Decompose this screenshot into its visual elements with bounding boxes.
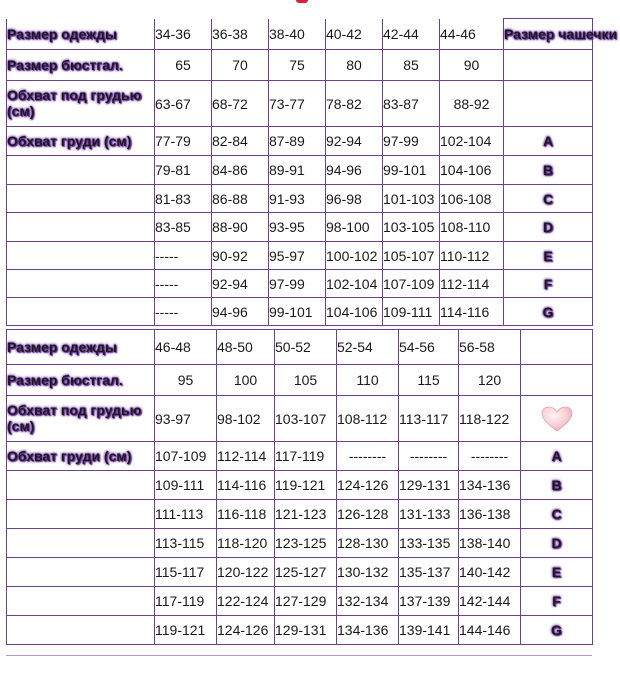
underbust-cell: 88-92 — [440, 81, 504, 127]
bust-cell: 90-92 — [212, 242, 269, 270]
bust-row-g — [7, 616, 593, 645]
bust-cell: 93-95 — [269, 213, 326, 242]
empty-cell — [521, 365, 593, 396]
cup-letter: F — [521, 587, 593, 616]
bust-cell: 131-133 — [399, 500, 459, 529]
bust-label: Обхват груди (см) — [7, 127, 155, 156]
bust-cell: 129-131 — [275, 616, 337, 645]
cup-letter: G — [521, 616, 593, 645]
empty-cell — [521, 330, 593, 365]
bust-row-a — [7, 127, 593, 156]
bust-cell: 88-90 — [212, 213, 269, 242]
bust-cell: 97-99 — [383, 127, 440, 156]
clothing-size-cell: 36-38 — [212, 19, 269, 50]
bust-label: Обхват груди (см) — [7, 442, 155, 471]
bust-cell: -------- — [399, 442, 459, 471]
underbust-cell: 63-67 — [155, 81, 212, 127]
bra-size-row — [7, 50, 593, 81]
bust-cell: 89-91 — [269, 156, 326, 185]
cup-size-header: Размер чашечки — [504, 19, 593, 50]
clothing-size-cell: 48-50 — [217, 330, 275, 365]
empty-label-cell — [7, 242, 155, 270]
bust-cell: 144-146 — [459, 616, 521, 645]
clothing-size-cell: 50-52 — [275, 330, 337, 365]
bust-row-c — [7, 500, 593, 529]
clothing-size-cell: 54-56 — [399, 330, 459, 365]
bust-cell: 119-121 — [155, 616, 217, 645]
bust-cell: 95-97 — [269, 242, 326, 270]
bust-cell: ----- — [155, 270, 212, 298]
bust-cell: 111-113 — [155, 500, 217, 529]
bra-size-cell: 115 — [399, 365, 459, 396]
bust-cell: 126-128 — [337, 500, 399, 529]
bust-cell: 119-121 — [275, 471, 337, 500]
clothing-size-cell: 44-46 — [440, 19, 504, 50]
bust-row-c — [7, 185, 593, 213]
underbust-cell: 93-97 — [155, 396, 217, 442]
bust-cell: 92-94 — [212, 270, 269, 298]
bust-row-b — [7, 156, 593, 185]
empty-label-cell — [7, 529, 155, 558]
cup-letter: E — [504, 242, 593, 270]
empty-label-cell — [7, 616, 155, 645]
bust-cell: 127-129 — [275, 587, 337, 616]
clothing-size-row — [7, 330, 593, 365]
empty-label-cell — [7, 587, 155, 616]
clothing-size-label: Размер одежды — [7, 19, 155, 50]
empty-label-cell — [7, 298, 155, 326]
underbust-cell: 113-117 — [399, 396, 459, 442]
bust-cell: 82-84 — [212, 127, 269, 156]
bust-cell: 125-127 — [275, 558, 337, 587]
bust-cell: 130-132 — [337, 558, 399, 587]
clothing-size-cell: 46-48 — [155, 330, 217, 365]
clothing-size-cell: 56-58 — [459, 330, 521, 365]
bust-cell: 103-105 — [383, 213, 440, 242]
bust-cell: 114-116 — [217, 471, 275, 500]
bust-cell: 112-114 — [440, 270, 504, 298]
underbust-cell: 83-87 — [383, 81, 440, 127]
underbust-cell: 73-77 — [269, 81, 326, 127]
bust-cell: ----- — [155, 298, 212, 326]
cup-letter: E — [521, 558, 593, 587]
empty-cell — [504, 50, 593, 81]
bust-cell: 116-118 — [217, 500, 275, 529]
bust-cell: 122-124 — [217, 587, 275, 616]
bust-row-b — [7, 471, 593, 500]
bust-cell: 98-100 — [326, 213, 383, 242]
bust-cell: 105-107 — [383, 242, 440, 270]
bust-cell: 109-111 — [155, 471, 217, 500]
underbust-label: Обхват под грудью (см) — [7, 396, 155, 442]
underbust-cell: 78-82 — [326, 81, 383, 127]
bust-cell: 79-81 — [155, 156, 212, 185]
cup-letter: B — [521, 471, 593, 500]
cup-letter: G — [504, 298, 593, 326]
bust-cell: 102-104 — [440, 127, 504, 156]
bust-cell: 108-110 — [440, 213, 504, 242]
bust-cell: 106-108 — [440, 185, 504, 213]
clothing-size-cell: 34-36 — [155, 19, 212, 50]
bust-cell: 100-102 — [326, 242, 383, 270]
bust-cell: 91-93 — [269, 185, 326, 213]
bra-size-cell: 85 — [383, 50, 440, 81]
bust-cell: 135-137 — [399, 558, 459, 587]
bust-row-d — [7, 529, 593, 558]
heart-icon — [540, 405, 574, 433]
underbust-row — [7, 81, 593, 127]
bust-cell: -------- — [459, 442, 521, 471]
cup-letter: F — [504, 270, 593, 298]
bust-cell: 139-141 — [399, 616, 459, 645]
cup-letter: A — [504, 127, 593, 156]
cup-letter: C — [504, 185, 593, 213]
bust-cell: 104-106 — [440, 156, 504, 185]
empty-label-cell — [7, 270, 155, 298]
bust-cell: 134-136 — [337, 616, 399, 645]
bottom-divider — [6, 655, 592, 656]
bust-cell: 112-114 — [217, 442, 275, 471]
bust-cell: 77-79 — [155, 127, 212, 156]
empty-label-cell — [7, 185, 155, 213]
bust-cell: 120-122 — [217, 558, 275, 587]
bust-cell: 133-135 — [399, 529, 459, 558]
clothing-size-cell: 38-40 — [269, 19, 326, 50]
bust-cell: 114-116 — [440, 298, 504, 326]
bra-size-cell: 75 — [269, 50, 326, 81]
underbust-cell: 98-102 — [217, 396, 275, 442]
bust-cell: 84-86 — [212, 156, 269, 185]
bust-cell: 124-126 — [217, 616, 275, 645]
bra-size-cell: 70 — [212, 50, 269, 81]
bust-cell: 102-104 — [326, 270, 383, 298]
bust-cell: 121-123 — [275, 500, 337, 529]
bust-cell: 101-103 — [383, 185, 440, 213]
top-decoration — [296, 0, 308, 3]
bust-cell: 128-130 — [337, 529, 399, 558]
bust-row-f — [7, 587, 593, 616]
bust-cell: 129-131 — [399, 471, 459, 500]
bust-cell: 134-136 — [459, 471, 521, 500]
underbust-cell: 118-122 — [459, 396, 521, 442]
bra-size-cell: 65 — [155, 50, 212, 81]
bust-row-d — [7, 213, 593, 242]
bust-row-a — [7, 442, 593, 471]
bust-cell: 92-94 — [326, 127, 383, 156]
empty-label-cell — [7, 558, 155, 587]
cup-letter: B — [504, 156, 593, 185]
empty-label-cell — [7, 156, 155, 185]
underbust-cell: 103-107 — [275, 396, 337, 442]
bust-cell: 123-125 — [275, 529, 337, 558]
bust-cell: 81-83 — [155, 185, 212, 213]
bra-size-cell: 105 — [275, 365, 337, 396]
underbust-cell: 108-112 — [337, 396, 399, 442]
underbust-label: Обхват под грудью (см) — [7, 81, 155, 127]
bust-cell: 94-96 — [326, 156, 383, 185]
bust-cell: 132-134 — [337, 587, 399, 616]
bra-size-cell: 80 — [326, 50, 383, 81]
cup-letter: A — [521, 442, 593, 471]
bust-cell: 113-115 — [155, 529, 217, 558]
clothing-size-cell: 52-54 — [337, 330, 399, 365]
heart-cell — [521, 396, 593, 442]
bust-cell: 110-112 — [440, 242, 504, 270]
bust-cell: 87-89 — [269, 127, 326, 156]
clothing-size-cell: 40-42 — [326, 19, 383, 50]
bust-cell: -------- — [337, 442, 399, 471]
bust-cell: 86-88 — [212, 185, 269, 213]
empty-label-cell — [7, 213, 155, 242]
empty-label-cell — [7, 471, 155, 500]
bust-cell: 83-85 — [155, 213, 212, 242]
bust-cell: 124-126 — [337, 471, 399, 500]
bust-cell: 107-109 — [383, 270, 440, 298]
empty-label-cell — [7, 500, 155, 529]
bra-size-row — [7, 365, 593, 396]
bust-row-e — [7, 242, 593, 270]
bust-cell: 136-138 — [459, 500, 521, 529]
bust-row-f — [7, 270, 593, 298]
bust-cell: 97-99 — [269, 270, 326, 298]
bust-row-g — [7, 298, 593, 326]
bust-cell: 138-140 — [459, 529, 521, 558]
bust-cell: 99-101 — [269, 298, 326, 326]
bust-cell: ----- — [155, 242, 212, 270]
bust-cell: 117-119 — [275, 442, 337, 471]
bust-cell: 117-119 — [155, 587, 217, 616]
underbust-row — [7, 396, 593, 442]
bust-cell: 94-96 — [212, 298, 269, 326]
bust-cell: 107-109 — [155, 442, 217, 471]
bra-size-cell: 95 — [155, 365, 217, 396]
bust-cell: 118-120 — [217, 529, 275, 558]
bust-cell: 96-98 — [326, 185, 383, 213]
bra-size-cell: 90 — [440, 50, 504, 81]
cup-letter: D — [504, 213, 593, 242]
bra-size-cell: 110 — [337, 365, 399, 396]
bust-cell: 140-142 — [459, 558, 521, 587]
clothing-size-cell: 42-44 — [383, 19, 440, 50]
bust-cell: 99-101 — [383, 156, 440, 185]
underbust-cell: 68-72 — [212, 81, 269, 127]
cup-letter: C — [521, 500, 593, 529]
bust-cell: 142-144 — [459, 587, 521, 616]
bra-size-cell: 120 — [459, 365, 521, 396]
bra-size-label: Размер бюстгал. — [7, 50, 155, 81]
size-table-2 — [6, 329, 593, 645]
bust-row-e — [7, 558, 593, 587]
cup-letter: D — [521, 529, 593, 558]
bust-cell: 109-111 — [383, 298, 440, 326]
clothing-size-row — [7, 19, 593, 50]
bust-cell: 115-117 — [155, 558, 217, 587]
bra-size-cell: 100 — [217, 365, 275, 396]
size-table-1 — [6, 18, 618, 326]
bust-cell: 137-139 — [399, 587, 459, 616]
empty-cell — [504, 81, 593, 127]
bra-size-label: Размер бюстгал. — [7, 365, 155, 396]
bust-cell: 104-106 — [326, 298, 383, 326]
clothing-size-label: Размер одежды — [7, 330, 155, 365]
